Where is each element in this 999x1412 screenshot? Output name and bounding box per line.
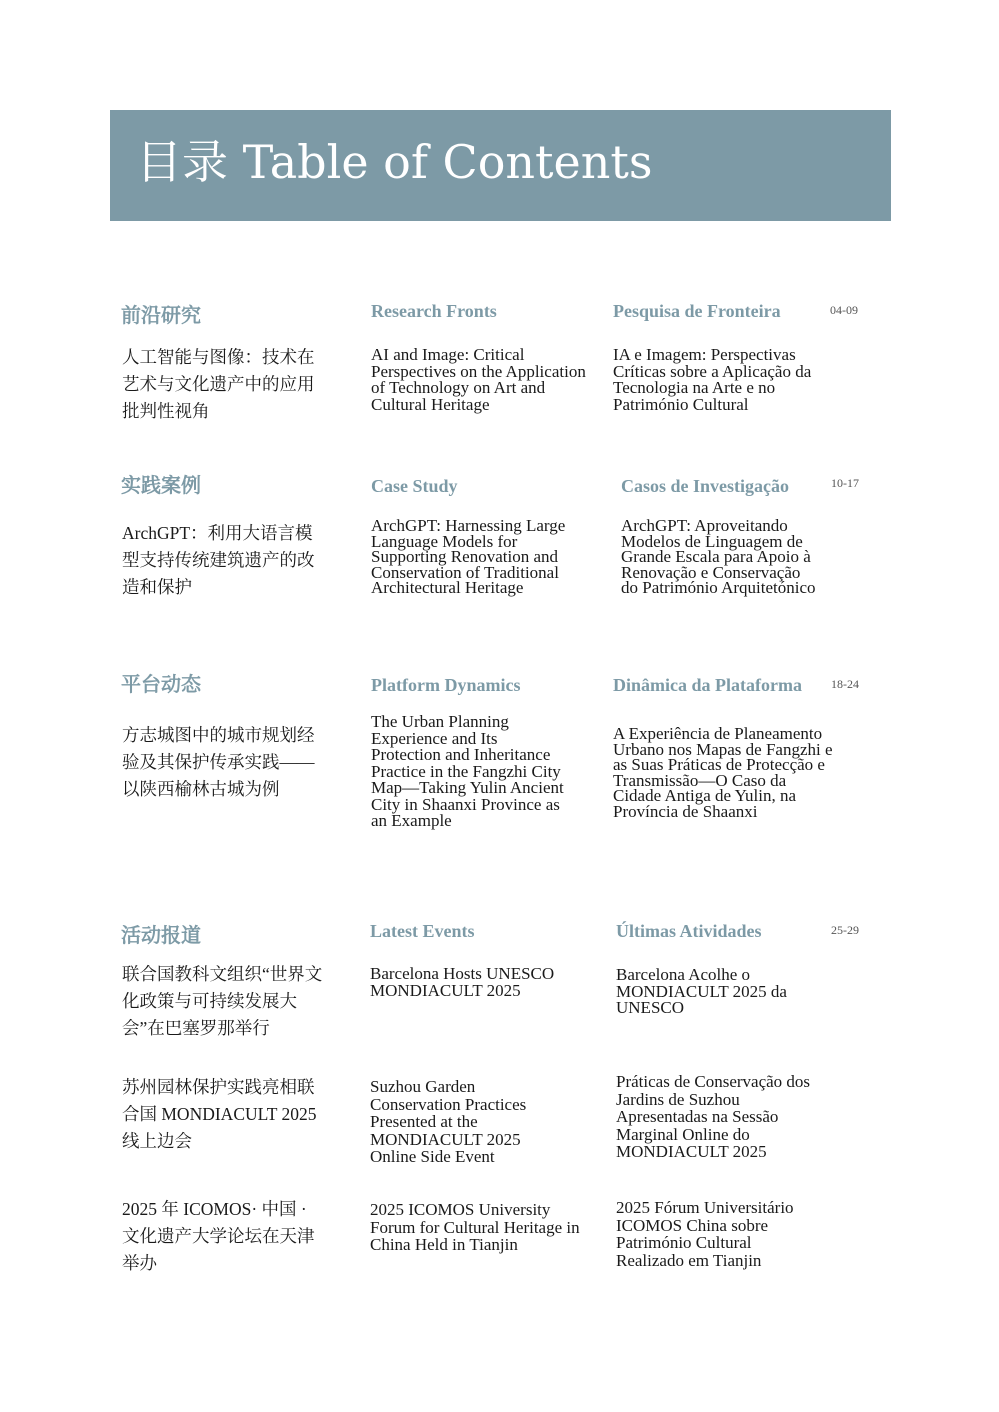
page-range: 04-09: [830, 303, 858, 317]
entry-title-en[interactable]: 2025 ICOMOS University Forum for Cultural Heritage in China Held in Tianjin: [370, 1200, 580, 1254]
section-heading-en[interactable]: Latest Events: [370, 921, 475, 941]
entry-title-pt[interactable]: Barcelona Acolhe o MONDIACULT 2025 da UNESCO: [616, 965, 787, 1017]
section-heading-pt[interactable]: Dinâmica da Plataforma: [613, 675, 802, 695]
page-title: [136, 132, 652, 192]
entry-title-en[interactable]: The Urban Planning Experience and Its Protection and Inheritance Practice in the Fangzhi City Map—Taking Yulin Ancient City in Shaanxi Province as an Example: [371, 712, 564, 830]
entry-title-zh[interactable]: ArchGPT：利用大语言模型支持传统建筑遗产的改造和保护: [122, 523, 315, 597]
section-heading-en[interactable]: Platform Dynamics: [371, 675, 521, 695]
entry-title-en[interactable]: Barcelona Hosts UNESCO MONDIACULT 2025: [370, 964, 555, 1000]
entry-title-en[interactable]: ArchGPT: Harnessing Large Language Models for Supporting Renovation and Conservation of Traditional Architectural Heritage: [371, 516, 566, 597]
entry-title-en[interactable]: AI and Image: Critical Perspectives on the Application of Technology on Art and Cultural Heritage: [371, 345, 586, 414]
section-heading-pt[interactable]: Últimas Atividades: [616, 921, 762, 941]
page-range: 10-17: [831, 476, 859, 490]
entry-title-pt[interactable]: ArchGPT: Aproveitando Modelos de Linguagem de Grande Escala para Apoio à Renovação e Conservação do Património Arquitetónico: [621, 516, 816, 597]
entry-title-zh[interactable]: 方志城图中的城市规划经验及其保护传承实践——以陕西榆林古城为例: [122, 725, 315, 799]
page-title-en: Table of Contents: [242, 135, 653, 189]
entry-title-zh[interactable]: 苏州园林保护实践亮相联合国 MONDIACULT 2025 线上边会: [122, 1077, 317, 1151]
entry-title-pt[interactable]: IA e Imagem: Perspectivas Críticas sobre a Aplicação da Tecnologia na Arte e no Património Cultural: [613, 345, 812, 414]
section-heading-zh: 前沿研究: [121, 305, 201, 327]
entry-title-pt[interactable]: 2025 Fórum Universitário ICOMOS China sobre Património Cultural Realizado em Tianjin: [616, 1198, 794, 1270]
entry-title-pt[interactable]: A Experiência de Planeamento Urbano nos Mapas de Fangzhi e as Suas Práticas de Protecção e Transmissão—O Caso da Cidade Antiga de Yulin, na Província de Shaanxi: [613, 724, 833, 821]
section-heading-pt[interactable]: Casos de Investigação: [621, 476, 790, 496]
page-range: 18-24: [831, 677, 859, 691]
section-heading-zh: 实践案例: [121, 475, 201, 497]
section-heading-pt[interactable]: Pesquisa de Fronteira: [613, 301, 781, 321]
page-title-zh: 目录: [136, 135, 228, 189]
entry-title-zh[interactable]: 2025 年 ICOMOS· 中国 · 文化遗产大学论坛在天津举办: [122, 1199, 315, 1273]
entry-title-zh[interactable]: 人工智能与图像：技术在艺术与文化遗产中的应用批判性视角: [122, 347, 315, 421]
entry-title-zh[interactable]: 联合国教科文组织“世界文化政策与可持续发展大会”在巴塞罗那举行: [122, 964, 323, 1038]
section-heading-zh: 活动报道: [121, 925, 201, 947]
section-heading-en[interactable]: Research Fronts: [371, 301, 497, 321]
section-heading-zh: 平台动态: [121, 674, 201, 696]
section-heading-en[interactable]: Case Study: [371, 476, 458, 496]
title-banner: [110, 110, 891, 221]
entry-title-pt[interactable]: Práticas de Conservação dos Jardins de Suzhou Apresentadas na Sessão Marginal Online do MONDIACULT 2025: [616, 1072, 811, 1161]
entry-title-en[interactable]: Suzhou Garden Conservation Practices Presented at the MONDIACULT 2025 Online Side Event: [370, 1077, 527, 1166]
page-range: 25-29: [831, 923, 859, 937]
